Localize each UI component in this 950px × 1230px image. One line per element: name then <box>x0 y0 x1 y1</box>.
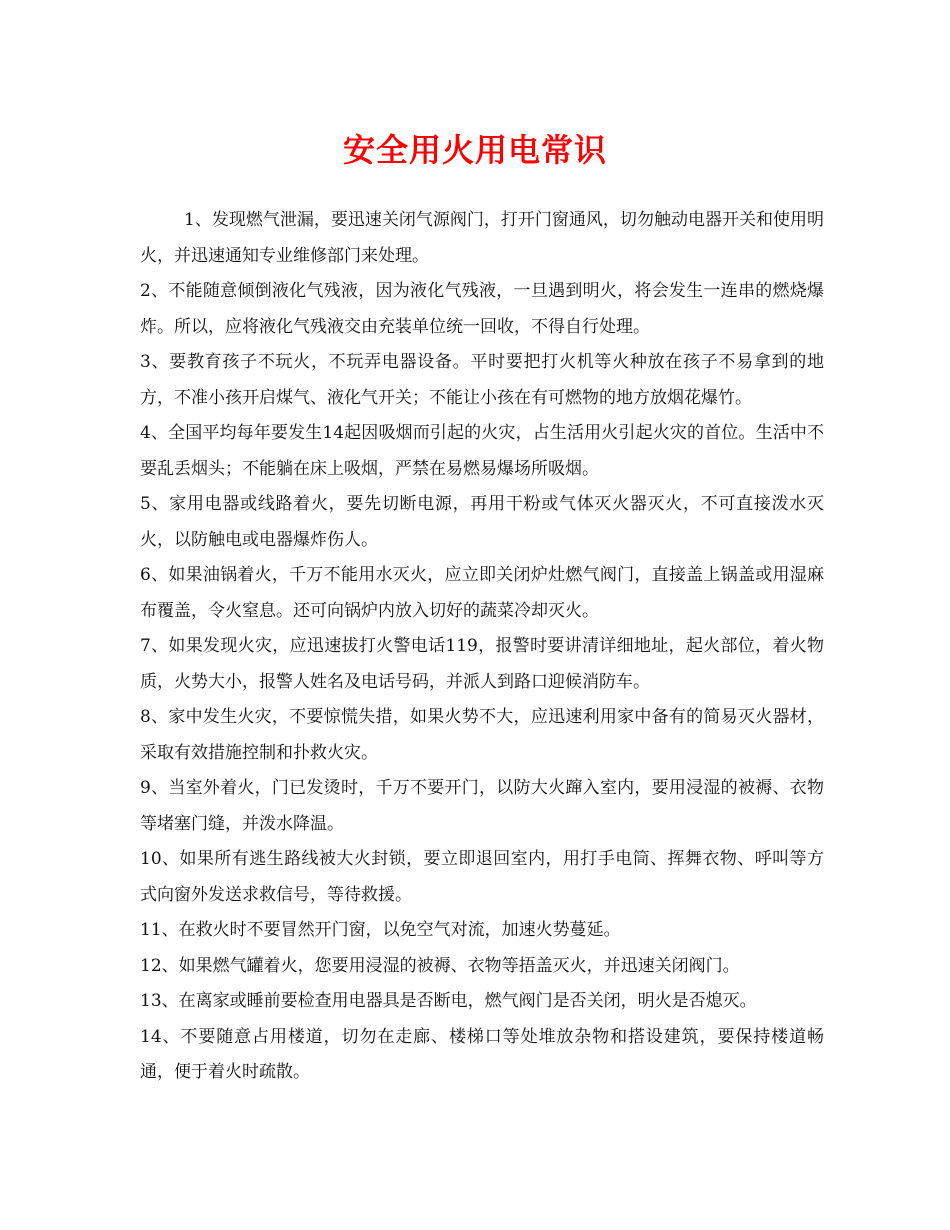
paragraph-12: 12、如果燃气罐着火，您要用浸湿的被褥、衣物等捂盖灭火，并迅速关闭阀门。 <box>140 955 740 976</box>
document-body <box>140 203 824 1091</box>
paragraph-2: 2、不能随意倾倒液化气残液，因为液化气残液，一旦遇到明火，将会发生一连串的燃烧爆炸。所以，应将液化气残液交由充装单位统一回收，不得自行处理。 <box>140 281 824 337</box>
paragraph-10: 10、如果所有逃生路线被大火封锁，要立即退回室内，用打手电筒、挥舞衣物、呼叫等方式向窗外发送求救信号，等待救援。 <box>140 849 824 905</box>
paragraph-8: 8、家中发生火灾，不要惊慌失措，如果火势不大，应迅速利用家中备有的简易灭火器材，采取有效措施控制和扑救火灾。 <box>140 707 824 763</box>
paragraph-13: 13、在离家或睡前要检查用电器具是否断电，燃气阀门是否关闭，明火是否熄灭。 <box>140 991 757 1011</box>
paragraph-6: 6、如果油锅着火，千万不能用水灭火，应立即关闭炉灶燃气阀门，直接盖上锅盖或用湿麻布覆盖，令火窒息。还可向锅炉内放入切好的蔬菜冷却灭火。 <box>140 565 824 621</box>
page-title: 安全用火用电常识 <box>342 131 607 169</box>
paragraph-3: 3、要教育孩子不玩火，不玩弄电器设备。平时要把打火机等火种放在孩子不易拿到的地方，不准小孩开启煤气、液化气开关；不能让小孩在有可燃物的地方放烟花爆竹。 <box>140 352 824 408</box>
paragraph-9: 9、当室外着火，门已发烫时，千万不要开门，以防大火蹿入室内，要用浸湿的被褥、衣物等堵塞门缝，并泼水降温。 <box>140 778 824 834</box>
paragraph-1: 1、发现燃气泄漏，要迅速关闭气源阀门，打开门窗通风，切勿触动电器开关和使用明火，并迅速通知专业维修部门来处理。 <box>140 210 824 266</box>
paragraph-7: 7、如果发现火灾，应迅速拔打火警电话119，报警时要讲清详细地址，起火部位，着火物质，火势大小，报警人姓名及电话号码，并派人到路口迎候消防车。 <box>140 636 824 692</box>
paragraph-5: 5、家用电器或线路着火，要先切断电源，再用干粉或气体灭火器灭火，不可直接泼水灭火，以防触电或电器爆炸伤人。 <box>140 494 824 550</box>
paragraph-11: 11、在救火时不要冒然开门窗，以免空气对流，加速火势蔓延。 <box>140 920 621 940</box>
paragraph-14: 14、不要随意占用楼道，切勿在走廊、楼梯口等处堆放杂物和搭设建筑，要保持楼道畅通，便于着火时疏散。 <box>140 1026 824 1082</box>
paragraph-4: 4、全国平均每年要发生14起因吸烟而引起的火灾，占生活用火引起火灾的首位。生活中不要乱丢烟头；不能躺在床上吸烟，严禁在易燃易爆场所吸烟。 <box>140 423 824 479</box>
